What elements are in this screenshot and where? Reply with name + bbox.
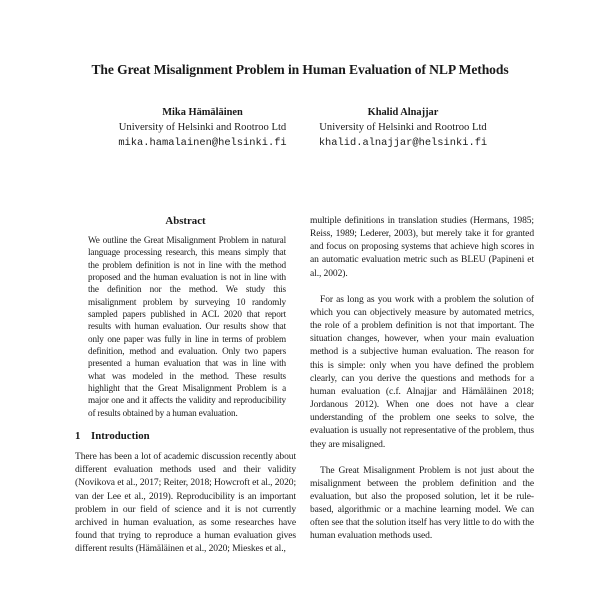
section-title: Introduction [91,430,150,443]
author-1-name: Mika Hämäläinen [162,107,243,118]
left-column [75,214,296,555]
paper-title: The Great Misalignment Problem in Human Evaluation of NLP Methods [91,62,509,77]
author-1-affiliation: University of Helsinki and Rootroo Ltd [118,122,287,133]
right-paragraph-2: For as long as you work with a problem the solution of which you can objectively measure by automated metrics, the role of a problem definition is not that important. The situation changes, however, when your main evaluation method is a subjective human evaluation. The reason for this is simple: only when you have defined the problem clearly, can you derive the questions and methods for a human evaluation (c.f. Alnajjar and Hämäläinen 2018; Jordanous 2012). When one does not have a clear understanding of the problem one seeks to solve, the evaluation is usually not representative of the problem, thus they are misaligned. [310,293,534,450]
author-1-email: mika.hamalainen@helsinki.fi [118,137,287,149]
introduction-paragraph-1: There has been a lot of academic discussion recently about different evaluation methods used and their validity (Novikova et al., 2017; Reiter, 2018; Howcroft et al., 2020; van der Lee et al., 2019). Reproducibility is an important problem in our field of science and it is not currently archived in human evaluation, as some researches have found that trying to reproduce a human evaluation gives different results (Hämäläinen et al., 2020; Mieskes et al., [75,451,296,555]
author-2-email: khalid.alnajjar@helsinki.fi [318,137,488,149]
author-2-name: Khalid Alnajjar [367,107,439,118]
right-paragraph-3: The Great Misalignment Problem is not just about the misalignment between the problem definition and the evaluation, but also the proposed solution, let it be rule-based, algorithmic or a machine learning model. We can often see that the solution itself has very little to do with the human evaluation methods used. [310,464,534,542]
abstract-text: We outline the Great Misalignment Problem in natural language processing research, this means simply that the problem definition is not in line with the method proposed and the human evaluation is not in line with the definition nor the method. We study this misalignment problem by surveying 10 randomly sampled papers published in ACL 2020 that report results with human evaluation. Our results show that only one paper was fully in line in terms of problem definition, method and evaluation. Only two papers presented a human evaluation that was in line with what was modeled in the method. These results highlight that the Great Misalignment Problem is a major one and it affects the validity and reproducibility of results obtained by a human evaluation. [88,235,286,418]
abstract-heading: Abstract [165,215,206,227]
author-2 [304,106,502,150]
right-paragraph-continued: multiple definitions in translation studies (Hermans, 1985; Reiss, 1989; Lederer, 2003), but merely take it for granted and focus on proposing systems that achieve high scores in an automatic evaluation metric such as BLEU (Papineni et al., 2002). [310,215,534,279]
right-column [310,214,534,543]
author-1 [100,106,305,150]
section-number: 1 [75,430,81,443]
section-heading-introduction [75,429,296,443]
author-2-affiliation: University of Helsinki and Rootroo Ltd [319,122,487,133]
